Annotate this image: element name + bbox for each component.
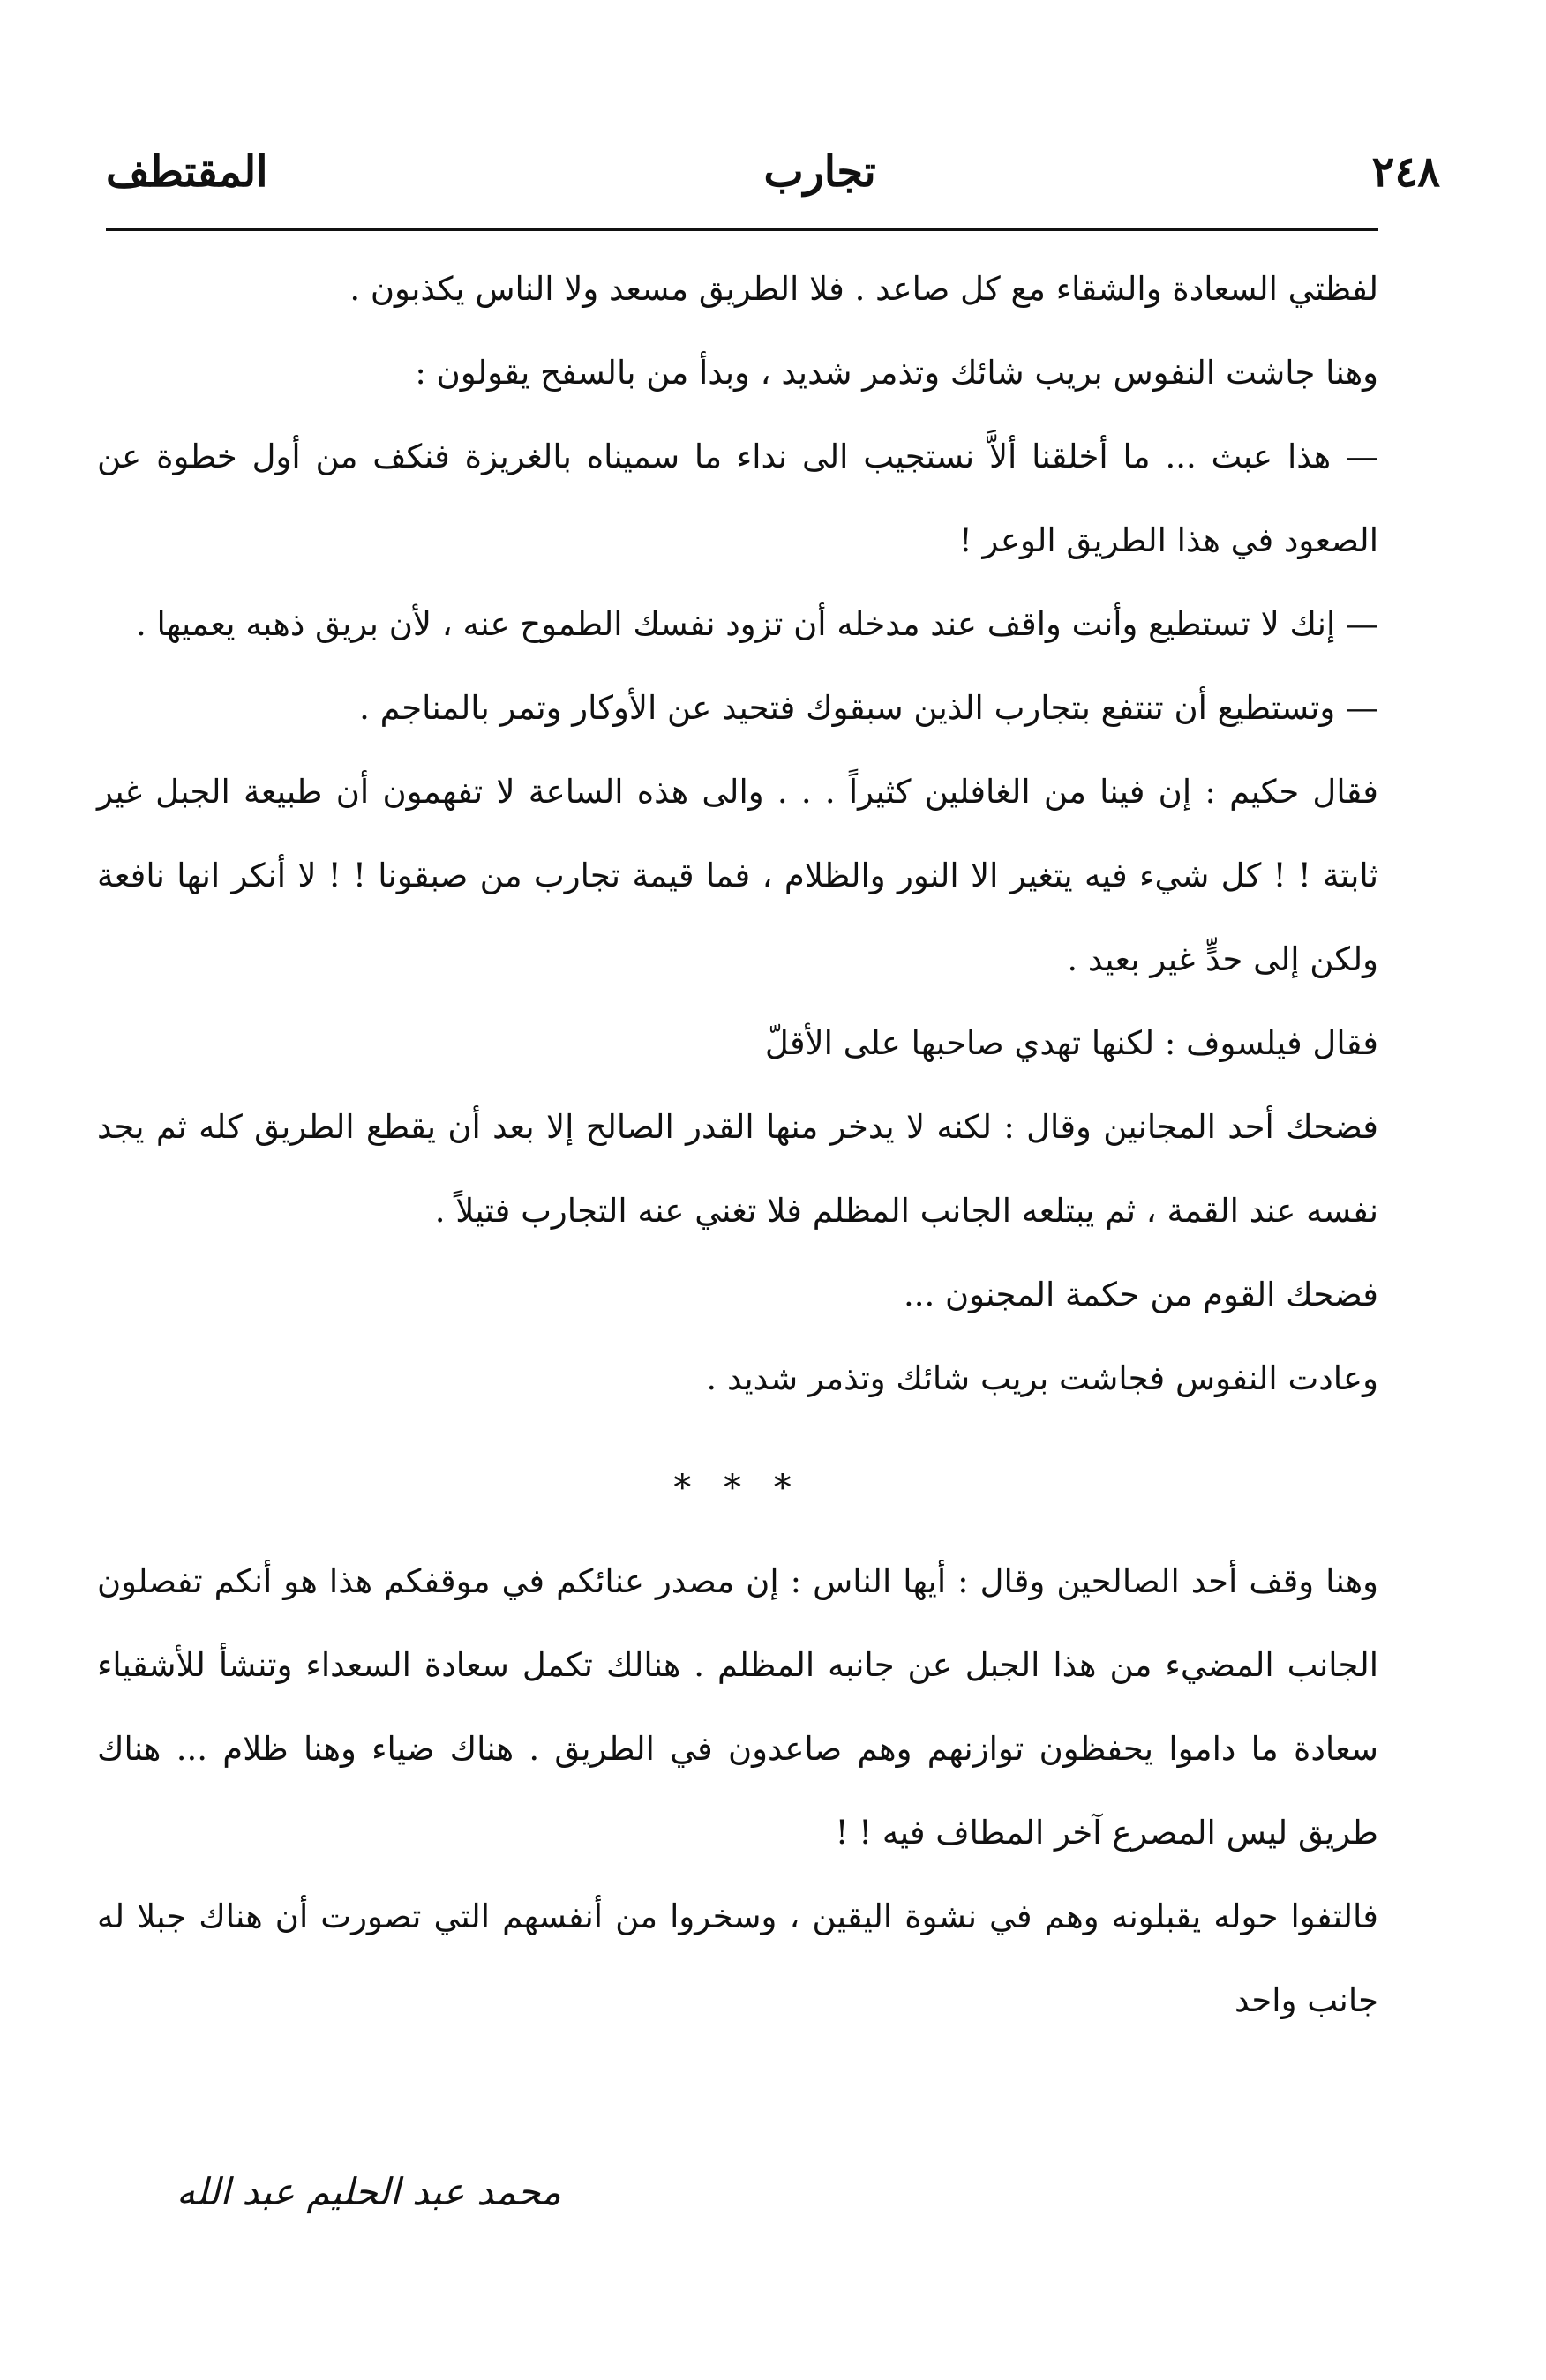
paragraph: — هذا عبث ... ما أخلقنا ألاَّ نستجيب الى نداء ما سميناه بالغريزة فنكف من أول خطوة عن الصعود في هذا الطريق الوعر ! [97,438,1378,559]
paragraph: فضحك القوم من حكمة المجنون ... [903,1276,1378,1313]
paragraph: وهنا جاشت النفوس بريب شائك وتذمر شديد ، وبدأ من بالسفح يقولون : [415,354,1378,392]
paragraph: فالتفوا حوله يقبلونه وهم في نشوة اليقين ، وسخروا من أنفسهم التي تصورت أن هناك جبلا له جانب واحد [97,1897,1378,2019]
paragraph: — وتستطيع أن تنتفع بتجارب الذين سبقوك فتحيد عن الأوكار وتمر بالمناجم . [359,689,1378,727]
section-title: تجارب [763,147,876,197]
paragraph: فقال حكيم : إن فينا من الغافلين كثيراً . . . والى هذه الساعة لا تفهمون أن طبيعة الجبل غير ثابتة ! ! كل شيء فيه يتغير الا النور والظلام ، فما قيمة تجارب من صبقونا ! ! لا أنكر انها نافعة ولكن إلى حدٍّ غير بعيد . [97,773,1378,978]
journal-name: المقتطف [106,147,268,197]
paragraph: وعادت النفوس فجاشت بريب شائك وتذمر شديد . [706,1359,1378,1397]
page-number: ٢٤٨ [1371,147,1440,197]
paragraph: فضحك أحد المجانين وقال : لكنه لا يدخر منها القدر الصالح إلا بعد أن يقطع الطريق كله ثم يجد نفسه عند القمة ، ثم يبتلعه الجانب المظلم فلا تغني عنه التجارب فتيلاً . [97,1108,1378,1230]
article-body [97,247,1378,2042]
paragraph: فقال فيلسوف : لكنها تهدي صاحبها على الأقلّ [764,1024,1378,1062]
page-header [106,132,1440,212]
paragraph: — إنك لا تستطيع وأنت واقف عند مدخله أن تزود نفسك الطموح عنه ، لأن بريق ذهبه يعميها . [136,605,1378,643]
header-rule [106,228,1378,231]
section-separator: * * * [673,1468,802,1508]
author-signature: محمد عبد الحليم عبد الله [176,2170,561,2213]
paragraph: لفظتي السعادة والشقاء مع كل صاعد . فلا الطريق مسعد ولا الناس يكذبون . [349,270,1378,308]
paragraph: وهنا وقف أحد الصالحين وقال : أيها الناس : إن مصدر عنائكم في موقفكم هذا هو أنكم تفصلون الجانب المضيء من هذا الجبل عن جانبه المظلم . هنالك تكمل سعادة السعداء وتنشأ للأشقياء سعادة ما داموا يحفظون توازنهم وهم صاعدون في الطريق . هناك ضياء وهنا ظلام ... هناك طريق ليس المصرع آخر المطاف فيه ! ! [97,1562,1378,1852]
